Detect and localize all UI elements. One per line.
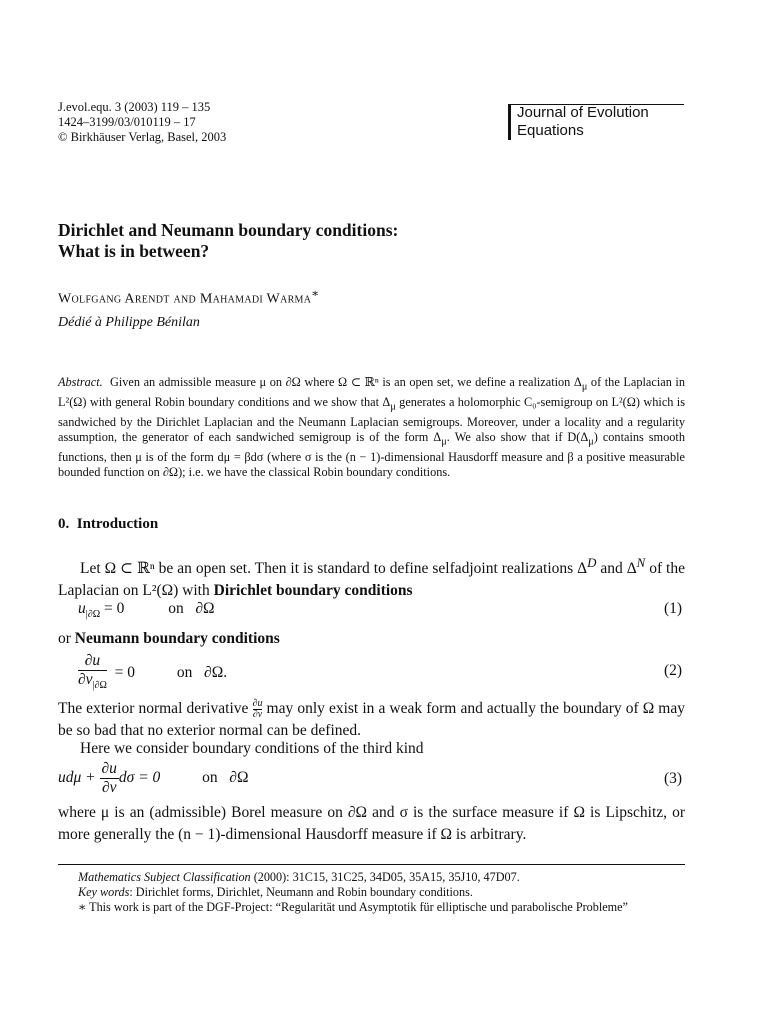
- intro-text-and: and: [596, 560, 623, 578]
- eq3-num: ∂u: [101, 760, 117, 777]
- eq2-on: on: [176, 664, 193, 682]
- keywords-text: : Dirichlet forms, Dirichlet, Neumann and Robin boundary conditions.: [129, 885, 473, 899]
- keywords-label: Key words: [78, 885, 130, 899]
- journal-logo: [508, 104, 649, 140]
- abstract-text-4: . We also show that if D(Δ: [446, 430, 589, 445]
- msc-label: Mathematics Subject Classification: [78, 870, 251, 884]
- intro-paragraph-2: [58, 698, 685, 742]
- inline-frac-den: ∂ν: [252, 708, 263, 720]
- journal-citation: [58, 100, 226, 145]
- intro-paragraph-3: Here we consider boundary conditions of the third kind: [80, 740, 424, 757]
- intro-text-1a: Let Ω ⊂ ℝⁿ be an open set. Then it is standard to define selfadjoint realizations Δ: [80, 560, 588, 578]
- abstract-text-3: generates a holomorphic C₀-semigroup on L²(Ω) which is sandwiched by the Dirichlet Laplacian and the Neumann Laplacian semigroups. Moreover, under a locality and a regularity assumption, the generator of each sandwiched semigroup is of the form Δ: [58, 394, 685, 445]
- dedication: Dédié à Philippe Bénilan: [58, 315, 200, 330]
- footnote-keywords: [58, 885, 685, 900]
- eq3-set: ∂Ω: [229, 769, 249, 787]
- equation-3-number: (3): [664, 770, 683, 787]
- footnote-rule: [58, 864, 685, 865]
- equation-1: [78, 600, 215, 620]
- intro-text-1b: Δ: [626, 560, 637, 578]
- dfg-text: This work is part of the DGF-Project: “Regularität und Asymptotik für elliptische und parabolische Probleme”: [86, 900, 628, 914]
- equation-3: [58, 760, 248, 797]
- eq1-set: ∂Ω: [195, 600, 215, 617]
- normal-derivative-fraction: [253, 699, 263, 720]
- or-text: or: [58, 630, 75, 647]
- citation-line-2: 1424–3199/03/010119 – 17: [58, 115, 196, 129]
- eq1-on: on: [168, 600, 184, 617]
- abstract-sub-1: μ: [581, 381, 588, 393]
- eq3-on: on: [202, 769, 218, 787]
- journal-name-line-1: Journal of Evolution: [517, 104, 649, 121]
- sup-n: N: [636, 555, 646, 570]
- abstract-sub-2: μ: [390, 401, 396, 413]
- eq3-b: dσ = 0: [118, 769, 161, 787]
- journal-name-line-2: Equations: [517, 122, 584, 139]
- neumann-bold: Neumann boundary conditions: [74, 630, 280, 647]
- abstract-text-1: Given an admissible measure μ on ∂Ω where Ω ⊂ ℝⁿ is an open set, we define a realization Δ: [109, 375, 582, 389]
- eq2-sub: |∂Ω: [92, 680, 107, 692]
- intro-paragraph-1: [58, 552, 685, 602]
- eq3-fraction: [100, 760, 119, 797]
- intro-text-2a: The exterior normal derivative: [58, 700, 253, 717]
- footnote-msc: [58, 870, 685, 885]
- eq1-sub: |∂Ω: [85, 609, 101, 621]
- footnote-star: ∗: [78, 900, 87, 914]
- footnote-dfg: [58, 900, 685, 915]
- eq3-den: ∂ν: [101, 779, 117, 796]
- abstract-label: Abstract.: [58, 375, 103, 389]
- intro-text-1c: of the Laplacian on L²(Ω) with: [58, 560, 685, 600]
- eq2-num: ∂u: [84, 652, 101, 669]
- eq2-rhs: = 0: [114, 664, 136, 682]
- citation-line-1: J.evol.equ. 3 (2003) 119 – 135: [58, 100, 211, 114]
- authors: [58, 286, 320, 308]
- intro-paragraph-4: where μ is an (admissible) Borel measure on ∂Ω and σ is the surface measure if Ω is Lipschitz, or more generally the (n − 1)-dimensional Hausdorff measure if Ω is arbitrary.: [58, 804, 685, 843]
- inline-frac-num: ∂u: [252, 697, 263, 709]
- abstract-sub-4: μ: [588, 436, 594, 448]
- eq1-lhs: u: [78, 600, 86, 617]
- intro-text-2b: may only exist in a weak form and actually the boundary of Ω may be so bad that no exterior normal can be defined.: [58, 700, 685, 739]
- abstract-text-5: ) contains smooth functions, then μ is of the form dμ = βdσ (where σ is the (n − 1)-dimensional Hausdorff measure and β a positive measurable bounded function on ∂Ω); i.e. we have the classical Robin boundary conditions.: [58, 430, 685, 480]
- eq2-set: ∂Ω.: [204, 664, 228, 682]
- author-names: Wolfgang Arendt and Mahamadi Warma: [58, 291, 312, 307]
- equation-1-number: (1): [664, 600, 683, 617]
- title-line-2: What is in between?: [58, 241, 210, 261]
- author-footnote-mark: ∗: [311, 287, 320, 300]
- paper-title: [58, 220, 398, 262]
- sup-d: D: [587, 555, 597, 570]
- citation-line-3: © Birkhäuser Verlag, Basel, 2003: [58, 130, 227, 144]
- eq3-a: udμ +: [58, 769, 96, 787]
- section-number: 0.: [58, 516, 70, 532]
- msc-text: (2000): 31C15, 31C25, 34D05, 35A15, 35J10, 47D07.: [250, 870, 520, 884]
- equation-2-number: (2): [664, 662, 683, 679]
- eq2-fraction: [78, 652, 107, 695]
- equation-2: [78, 652, 227, 695]
- title-line-1: Dirichlet and Neumann boundary conditions:: [58, 220, 399, 240]
- abstract-sub-3: μ: [441, 436, 447, 448]
- eq1-rhs: = 0: [100, 600, 125, 617]
- section-heading: [58, 516, 158, 533]
- section-title: Introduction: [76, 516, 159, 532]
- neumann-line: [58, 628, 685, 650]
- eq2-den: ∂ν: [78, 671, 93, 688]
- abstract-text-2: of the Laplacian in L²(Ω) with general Robin boundary conditions and we show that Δ: [58, 375, 685, 409]
- abstract: [58, 375, 685, 481]
- dirichlet-bold: Dirichlet boundary conditions: [213, 582, 413, 600]
